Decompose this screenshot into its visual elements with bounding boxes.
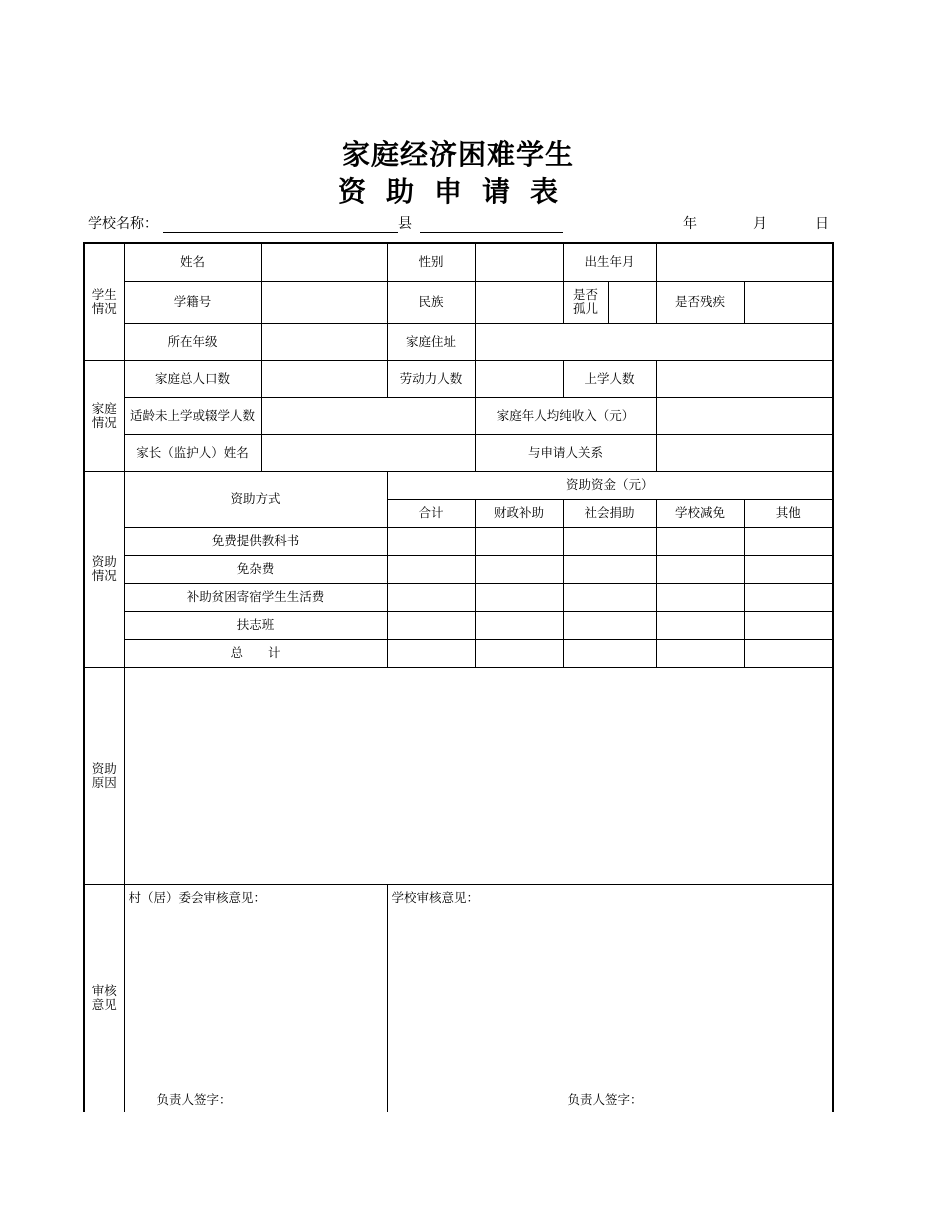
field-grade[interactable] — [261, 323, 387, 360]
application-form-table — [83, 242, 834, 1112]
label-school-review: 学校审核意见： — [391, 889, 480, 905]
aid-cell[interactable] — [656, 527, 744, 555]
aid-cell[interactable] — [387, 555, 475, 583]
aid-cell[interactable] — [475, 555, 563, 583]
aid-cell[interactable] — [656, 611, 744, 639]
aid-cell[interactable] — [744, 639, 833, 667]
label-relation: 与申请人关系 — [475, 434, 656, 471]
aid-cell[interactable] — [475, 639, 563, 667]
col-finance: 财政补助 — [475, 499, 563, 527]
label-guardian: 家长（监护人）姓名 — [124, 434, 261, 471]
aid-cell[interactable] — [475, 611, 563, 639]
field-dropout[interactable] — [261, 397, 475, 434]
field-relation[interactable] — [656, 434, 833, 471]
col-school: 学校减免 — [656, 499, 744, 527]
aid-cell[interactable] — [656, 555, 744, 583]
label-aid-funds: 资助资金（元） — [387, 471, 833, 499]
aid-row-label: 免杂费 — [124, 555, 387, 583]
aid-cell[interactable] — [744, 555, 833, 583]
field-school-review[interactable] — [387, 884, 833, 1112]
field-population[interactable] — [261, 360, 387, 397]
label-students: 上学人数 — [563, 360, 656, 397]
label-name: 姓名 — [124, 243, 261, 281]
label-orphan: 是否孤儿 — [563, 281, 608, 323]
aid-cell[interactable] — [656, 583, 744, 611]
aid-cell[interactable] — [387, 527, 475, 555]
label-school-signature: 负责人签字： — [567, 1092, 643, 1107]
label-address: 家庭住址 — [387, 323, 475, 360]
aid-cell[interactable] — [744, 611, 833, 639]
table-row — [84, 611, 833, 639]
label-ethnicity: 民族 — [387, 281, 475, 323]
aid-cell[interactable] — [744, 583, 833, 611]
section-family: 家庭情况 — [84, 360, 124, 471]
aid-cell[interactable] — [387, 583, 475, 611]
field-gender[interactable] — [475, 243, 563, 281]
label-village-review: 村（居）委会审核意见： — [128, 889, 267, 905]
field-student-id[interactable] — [261, 281, 387, 323]
aid-cell[interactable] — [387, 639, 475, 667]
field-name[interactable] — [261, 243, 387, 281]
county-label: 县 — [398, 216, 412, 232]
aid-cell[interactable] — [563, 639, 656, 667]
aid-row-label: 免费提供教科书 — [124, 527, 387, 555]
label-disabled: 是否残疾 — [656, 281, 744, 323]
table-row — [84, 555, 833, 583]
table-row — [84, 639, 833, 667]
label-grade: 所在年级 — [124, 323, 261, 360]
label-dropout: 适龄未上学或辍学人数 — [124, 397, 261, 434]
aid-cell[interactable] — [563, 583, 656, 611]
label-population: 家庭总人口数 — [124, 360, 261, 397]
aid-cell[interactable] — [563, 611, 656, 639]
field-reason[interactable] — [124, 667, 833, 884]
day-label: 日 — [815, 216, 829, 232]
section-reason: 资助原因 — [84, 667, 124, 884]
school-name-label: 学校名称： — [88, 216, 158, 232]
label-labor: 劳动力人数 — [387, 360, 475, 397]
field-village-review[interactable] — [124, 884, 387, 1112]
field-students[interactable] — [656, 360, 833, 397]
col-other: 其他 — [744, 499, 833, 527]
label-gender: 性别 — [387, 243, 475, 281]
school-name-field[interactable] — [163, 232, 398, 233]
aid-row-label: 补助贫困寄宿学生生活费 — [124, 583, 387, 611]
county-field[interactable] — [420, 232, 563, 233]
table-row — [84, 583, 833, 611]
aid-cell[interactable] — [563, 527, 656, 555]
aid-cell[interactable] — [656, 639, 744, 667]
field-ethnicity[interactable] — [475, 281, 563, 323]
label-income: 家庭年人均纯收入（元） — [475, 397, 656, 434]
aid-cell[interactable] — [744, 527, 833, 555]
month-label: 月 — [753, 216, 767, 232]
field-income[interactable] — [656, 397, 833, 434]
section-student: 学生情况 — [84, 243, 124, 360]
aid-row-label: 扶志班 — [124, 611, 387, 639]
aid-cell[interactable] — [475, 527, 563, 555]
field-disabled[interactable] — [744, 281, 833, 323]
col-total: 合计 — [387, 499, 475, 527]
label-village-signature: 负责人签字： — [156, 1092, 232, 1107]
label-aid-method: 资助方式 — [124, 471, 387, 527]
label-birth: 出生年月 — [563, 243, 656, 281]
section-review: 审核意见 — [84, 884, 124, 1112]
form-title-line1: 家庭经济困难学生 — [341, 138, 574, 171]
year-label: 年 — [683, 216, 697, 232]
field-address[interactable] — [475, 323, 833, 360]
aid-cell[interactable] — [475, 583, 563, 611]
table-row — [84, 527, 833, 555]
aid-cell[interactable] — [563, 555, 656, 583]
field-guardian[interactable] — [261, 434, 475, 471]
field-birth[interactable] — [656, 243, 833, 281]
field-labor[interactable] — [475, 360, 563, 397]
field-orphan[interactable] — [608, 281, 656, 323]
section-aid: 资助情况 — [84, 471, 124, 667]
aid-cell[interactable] — [387, 611, 475, 639]
aid-row-label: 总 计 — [124, 639, 387, 667]
col-donation: 社会捐助 — [563, 499, 656, 527]
label-student-id: 学籍号 — [124, 281, 261, 323]
form-title-line2: 资助申请表 — [337, 175, 578, 208]
